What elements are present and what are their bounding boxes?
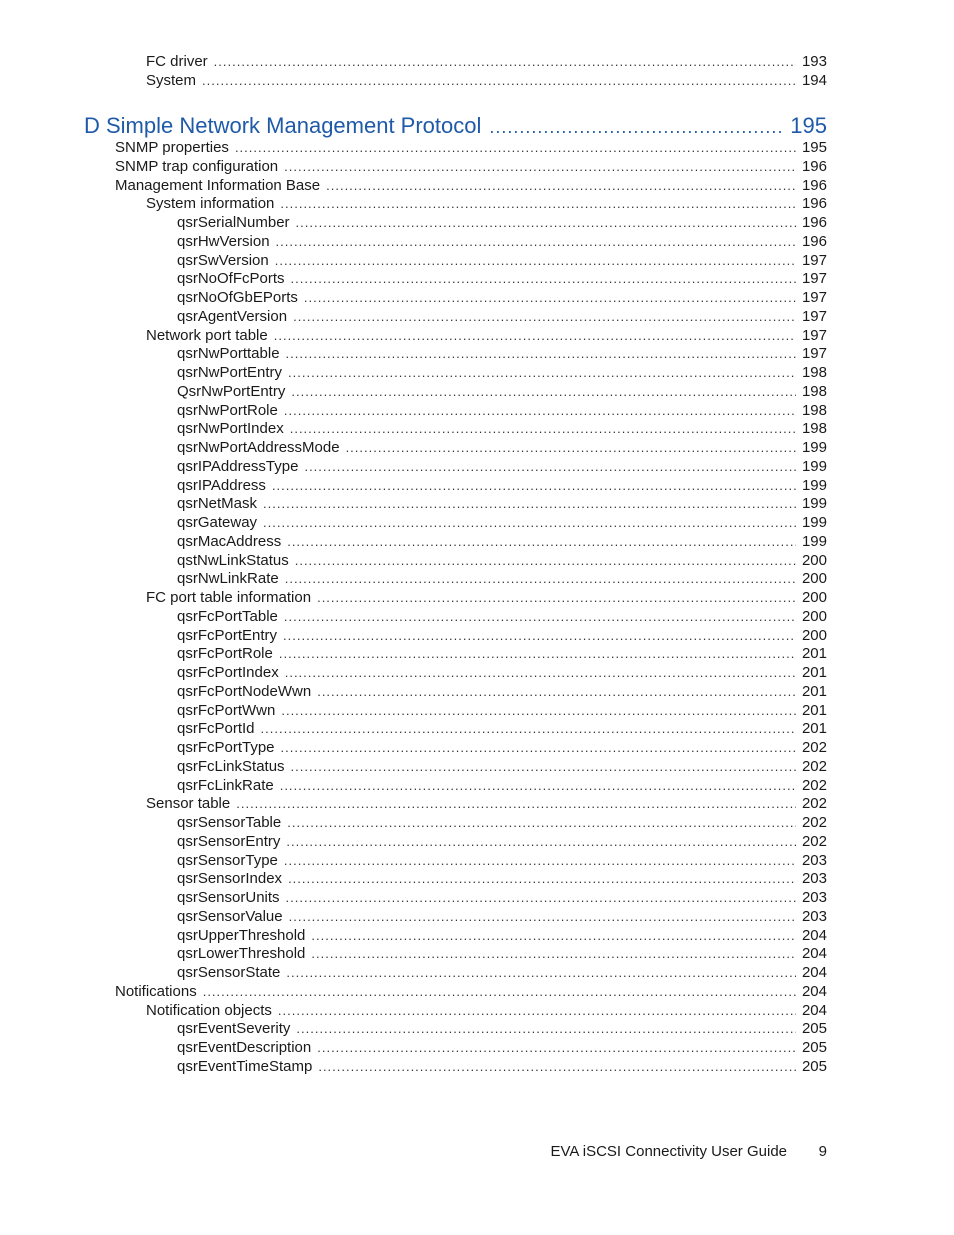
- toc-entry-title[interactable]: qsrFcPortIndex: [177, 664, 279, 681]
- toc-entry-title[interactable]: qsrFcPortTable: [177, 607, 278, 625]
- dot-leader: [285, 664, 796, 683]
- toc-entry[interactable]: [0, 908, 954, 927]
- toc-entry-page-number[interactable]: 199: [801, 532, 827, 550]
- toc-entry-page-number[interactable]: 199: [801, 476, 827, 494]
- toc-entry-page-number[interactable]: 204: [801, 964, 827, 981]
- toc-entry[interactable]: [0, 514, 954, 533]
- toc-entry[interactable]: [0, 702, 954, 721]
- dot-leader: [295, 552, 796, 571]
- dot-leader: [317, 589, 796, 608]
- toc-entry[interactable]: [0, 308, 954, 327]
- toc-entry-page-number[interactable]: 203: [801, 889, 827, 906]
- toc-entry-page-number[interactable]: 196: [801, 176, 827, 194]
- dot-leader: [287, 814, 796, 833]
- toc-entry[interactable]: [0, 608, 954, 627]
- toc-entry[interactable]: [0, 795, 954, 814]
- toc-entry[interactable]: [0, 983, 954, 1002]
- toc-entry-title[interactable]: Management Information Base: [115, 176, 321, 194]
- toc-entry-page-number[interactable]: 200: [801, 551, 827, 569]
- dot-leader: [304, 289, 796, 308]
- toc-entry-page-number[interactable]: 203: [801, 851, 827, 869]
- dot-leader: [326, 177, 796, 196]
- toc-entry-title[interactable]: qsrEventSeverity: [177, 1020, 291, 1038]
- toc-entry[interactable]: [0, 252, 954, 271]
- dot-leader: [280, 777, 796, 796]
- toc-entry-page-number[interactable]: 203: [801, 870, 827, 888]
- dot-leader: [317, 1039, 796, 1058]
- toc-entry-page-number[interactable]: 204: [801, 926, 827, 944]
- toc-entry[interactable]: [0, 870, 954, 889]
- dot-leader: [281, 702, 796, 721]
- toc-entry-title[interactable]: qsrFcLinkStatus: [177, 757, 285, 775]
- toc-entry-list: [0, 139, 954, 1077]
- toc-entry-title[interactable]: qsrFcPortWwn: [177, 701, 276, 719]
- toc-entry[interactable]: [0, 758, 954, 777]
- toc-entry-page-number[interactable]: 197: [801, 270, 827, 288]
- toc-entry-title[interactable]: qsrSerialNumber: [177, 214, 290, 231]
- dot-leader: [274, 327, 796, 346]
- toc-entry[interactable]: [0, 270, 954, 289]
- toc-entry[interactable]: [0, 177, 954, 196]
- dot-leader: [278, 1002, 796, 1021]
- toc-entry-title[interactable]: qsrSensorValue: [177, 907, 283, 925]
- toc-entry-page-number[interactable]: 204: [801, 945, 827, 963]
- toc-entry-title[interactable]: qsrEventTimeStamp: [177, 1057, 313, 1075]
- toc-entry[interactable]: [0, 1002, 954, 1021]
- dot-leader: [275, 252, 796, 271]
- toc-entry[interactable]: [0, 889, 954, 908]
- toc-entry-title[interactable]: qsrIPAddress: [177, 476, 266, 494]
- dot-leader: [489, 112, 782, 142]
- toc-entry-page-number[interactable]: 199: [801, 439, 827, 456]
- toc-entry[interactable]: [0, 364, 954, 383]
- toc-entry-title[interactable]: qsrSensorTable: [177, 814, 282, 831]
- dot-leader: [236, 795, 796, 814]
- toc-entry-page-number[interactable]: 205: [801, 1057, 827, 1075]
- toc-entry-page-number[interactable]: 196: [801, 214, 827, 231]
- toc-entry-title[interactable]: System information: [146, 195, 275, 213]
- toc-entry-title[interactable]: Sensor table: [146, 795, 231, 813]
- toc-entry[interactable]: [0, 570, 954, 589]
- toc-entry[interactable]: [0, 195, 954, 214]
- toc-entry-title[interactable]: qstNwLinkStatus: [177, 551, 289, 569]
- toc-entry-title[interactable]: qsrSensorUnits: [177, 889, 280, 906]
- toc-entry-page-number[interactable]: 193: [801, 53, 827, 70]
- toc-entry[interactable]: [0, 383, 954, 402]
- toc-entry-title[interactable]: qsrUpperThreshold: [177, 926, 306, 944]
- toc-entry-page-number[interactable]: 197: [801, 289, 827, 306]
- toc-entry-title[interactable]: qsrNwPortEntry: [177, 364, 283, 381]
- toc-entry-page-number[interactable]: 201: [801, 664, 827, 681]
- toc-entry-title[interactable]: qsrNwPortAddressMode: [177, 439, 340, 456]
- toc-entry-title[interactable]: qsrNwPortRole: [177, 401, 278, 419]
- toc-entry[interactable]: [0, 833, 954, 852]
- toc-entry-page-number[interactable]: 199: [801, 457, 827, 475]
- toc-entry-page-number[interactable]: 198: [801, 401, 827, 419]
- toc-entry-page-number[interactable]: 202: [801, 739, 827, 756]
- toc-entry-page-number[interactable]: 197: [801, 251, 827, 269]
- toc-entry-title[interactable]: qsrNwPortIndex: [177, 420, 284, 438]
- dot-leader: [296, 1020, 796, 1039]
- toc-entry[interactable]: [0, 720, 954, 739]
- dot-leader: [286, 964, 796, 983]
- toc-entry-page-number[interactable]: 196: [801, 232, 827, 250]
- dot-leader: [286, 833, 796, 852]
- dot-leader: [281, 739, 796, 758]
- toc-entry[interactable]: [0, 72, 954, 91]
- toc-entry-page-number[interactable]: 204: [801, 982, 827, 1000]
- toc-entry[interactable]: [0, 964, 954, 983]
- toc-entry-page-number[interactable]: 199: [801, 495, 827, 513]
- toc-entry-page-number[interactable]: 198: [801, 382, 827, 400]
- dot-leader: [296, 214, 796, 233]
- toc-entry-title[interactable]: qsrMacAddress: [177, 532, 282, 550]
- dot-leader: [291, 383, 796, 402]
- dot-leader: [284, 158, 796, 177]
- dot-leader: [272, 477, 796, 496]
- toc-entry[interactable]: [0, 533, 954, 552]
- dot-leader: [289, 908, 796, 927]
- dot-leader: [288, 870, 796, 889]
- dot-leader: [284, 852, 796, 871]
- toc-entry[interactable]: [0, 1058, 954, 1077]
- dot-leader: [235, 139, 796, 158]
- toc-entry-page-number[interactable]: 201: [801, 720, 827, 738]
- toc-entry[interactable]: [0, 852, 954, 871]
- toc-entry-title[interactable]: qsrSwVersion: [177, 251, 269, 269]
- toc-continued-entries: [0, 53, 954, 91]
- toc-entry-title[interactable]: qsrFcPortId: [177, 720, 255, 738]
- toc-entry[interactable]: [0, 1039, 954, 1058]
- dot-leader: [287, 533, 796, 552]
- toc-entry-title[interactable]: QsrNwPortEntry: [177, 382, 286, 400]
- toc-entry[interactable]: [0, 439, 954, 458]
- dot-leader: [261, 720, 796, 739]
- toc-entry[interactable]: [0, 1020, 954, 1039]
- footer-document-title: EVA iSCSI Connectivity User Guide: [550, 1143, 787, 1160]
- dot-leader: [280, 195, 796, 214]
- toc-entry[interactable]: [0, 777, 954, 796]
- toc-entry-title[interactable]: qsrNetMask: [177, 495, 258, 513]
- dot-leader: [286, 889, 796, 908]
- toc-entry-title[interactable]: qsrSensorState: [177, 964, 281, 981]
- toc-entry[interactable]: [0, 589, 954, 608]
- dot-leader: [276, 233, 796, 252]
- toc-entry-page-number[interactable]: 204: [801, 1001, 827, 1019]
- toc-entry-title[interactable]: FC driver: [146, 53, 208, 70]
- toc-entry-title[interactable]: qsrFcPortType: [177, 739, 275, 756]
- dot-leader: [283, 627, 796, 646]
- toc-entry-page-number[interactable]: 202: [801, 832, 827, 850]
- toc-entry-title[interactable]: qsrNwLinkRate: [177, 570, 279, 588]
- toc-entry-title[interactable]: qsrIPAddressType: [177, 457, 299, 475]
- toc-entry[interactable]: [0, 664, 954, 683]
- toc-entry-page-number[interactable]: 197: [801, 307, 827, 325]
- toc-entry-page-number[interactable]: 200: [801, 607, 827, 625]
- footer-page-number: 9: [818, 1143, 827, 1160]
- dot-leader: [285, 570, 796, 589]
- toc-entry[interactable]: [0, 945, 954, 964]
- toc-entry-title[interactable]: qsrSensorIndex: [177, 870, 283, 888]
- toc-entry[interactable]: [0, 495, 954, 514]
- toc-entry[interactable]: [0, 477, 954, 496]
- toc-entry-page-number[interactable]: 205: [801, 1020, 827, 1038]
- toc-entry-page-number[interactable]: 194: [801, 71, 827, 89]
- chapter-page-number[interactable]: 195: [790, 113, 827, 138]
- toc-entry[interactable]: [0, 53, 954, 72]
- toc-entry-title[interactable]: Notification objects: [146, 1001, 272, 1019]
- dot-leader: [290, 420, 796, 439]
- toc-entry-title[interactable]: qsrNwPorttable: [177, 345, 280, 363]
- toc-entry-title[interactable]: qsrSensorEntry: [177, 832, 281, 850]
- toc-entry-page-number[interactable]: 201: [801, 701, 827, 719]
- toc-entry-title[interactable]: qsrFcPortEntry: [177, 626, 278, 644]
- toc-entry-title[interactable]: qsrFcLinkRate: [177, 776, 274, 794]
- toc-entry-page-number[interactable]: 196: [801, 195, 827, 213]
- dot-leader: [284, 608, 796, 627]
- toc-entry-page-number[interactable]: 197: [801, 345, 827, 363]
- toc-entry[interactable]: [0, 458, 954, 477]
- toc-entry-page-number[interactable]: 197: [801, 326, 827, 344]
- dot-leader: [317, 683, 796, 702]
- toc-entry-page-number[interactable]: 198: [801, 364, 827, 381]
- toc-entry-page-number[interactable]: 200: [801, 570, 827, 588]
- dot-leader: [263, 514, 796, 533]
- toc-entry-page-number[interactable]: 198: [801, 420, 827, 438]
- dot-leader: [318, 1058, 796, 1077]
- toc-entry-page-number[interactable]: 201: [801, 682, 827, 700]
- toc-entry-page-number[interactable]: 205: [801, 1039, 827, 1056]
- toc-entry-page-number[interactable]: 199: [801, 514, 827, 531]
- toc-entry[interactable]: [0, 214, 954, 233]
- dot-leader: [202, 72, 796, 91]
- chapter-title[interactable]: D Simple Network Management Protocol: [84, 113, 482, 138]
- toc-entry[interactable]: [0, 327, 954, 346]
- dot-leader: [288, 364, 796, 383]
- toc-entry-title[interactable]: qsrNoOfGbEPorts: [177, 289, 298, 306]
- toc-entry-title[interactable]: qsrHwVersion: [177, 232, 270, 250]
- toc-entry[interactable]: [0, 739, 954, 758]
- toc-entry[interactable]: [0, 927, 954, 946]
- toc-entry-page-number[interactable]: 202: [801, 814, 827, 831]
- toc-entry[interactable]: [0, 627, 954, 646]
- toc-chapter-heading[interactable]: [84, 111, 827, 142]
- dot-leader: [214, 53, 796, 72]
- toc-entry-title[interactable]: Notifications: [115, 982, 197, 1000]
- dot-leader: [293, 308, 796, 327]
- dot-leader: [346, 439, 796, 458]
- toc-entry-title[interactable]: FC port table information: [146, 589, 312, 606]
- dot-leader: [304, 458, 796, 477]
- toc-entry-page-number[interactable]: 202: [801, 757, 827, 775]
- toc-entry-page-number[interactable]: 200: [801, 589, 827, 606]
- dot-leader: [203, 983, 796, 1002]
- toc-entry[interactable]: [0, 402, 954, 421]
- toc-entry[interactable]: [0, 289, 954, 308]
- toc-entry-title[interactable]: qsrFcPortRole: [177, 645, 273, 663]
- toc-entry[interactable]: [0, 233, 954, 252]
- toc-entry-page-number[interactable]: 200: [801, 626, 827, 644]
- toc-entry[interactable]: [0, 345, 954, 364]
- toc-entry-page-number[interactable]: 195: [801, 139, 827, 156]
- dot-leader: [291, 270, 796, 289]
- dot-leader: [286, 345, 796, 364]
- dot-leader: [311, 945, 796, 964]
- toc-entry-title[interactable]: qsrEventDescription: [177, 1039, 312, 1056]
- dot-leader: [263, 495, 796, 514]
- toc-entry-title[interactable]: SNMP trap configuration: [115, 157, 279, 175]
- toc-entry[interactable]: [0, 158, 954, 177]
- toc-entry[interactable]: [0, 683, 954, 702]
- toc-entry-title[interactable]: qsrFcPortNodeWwn: [177, 682, 312, 700]
- toc-entry-page-number[interactable]: 196: [801, 157, 827, 175]
- dot-leader: [291, 758, 796, 777]
- toc-entry-title[interactable]: System: [146, 71, 197, 89]
- toc-entry-title[interactable]: qsrAgentVersion: [177, 307, 288, 325]
- toc-entry-title[interactable]: qsrGateway: [177, 514, 258, 531]
- toc-entry[interactable]: [0, 139, 954, 158]
- toc-entry[interactable]: [0, 420, 954, 439]
- toc-entry-page-number[interactable]: 201: [801, 645, 827, 663]
- toc-entry-page-number[interactable]: 202: [801, 776, 827, 794]
- toc-entry-title[interactable]: qsrNoOfFcPorts: [177, 270, 285, 288]
- toc-entry[interactable]: [0, 645, 954, 664]
- dot-leader: [284, 402, 796, 421]
- toc-entry-title[interactable]: SNMP properties: [115, 139, 229, 156]
- toc-entry-title[interactable]: qsrLowerThreshold: [177, 945, 306, 963]
- toc-entry-title[interactable]: Network port table: [146, 326, 268, 344]
- toc-entry-page-number[interactable]: 203: [801, 907, 827, 925]
- toc-entry-title[interactable]: qsrSensorType: [177, 851, 278, 869]
- toc-entry[interactable]: [0, 552, 954, 571]
- dot-leader: [279, 645, 796, 664]
- toc-entry-page-number[interactable]: 202: [801, 795, 827, 813]
- dot-leader: [311, 927, 796, 946]
- toc-entry[interactable]: [0, 814, 954, 833]
